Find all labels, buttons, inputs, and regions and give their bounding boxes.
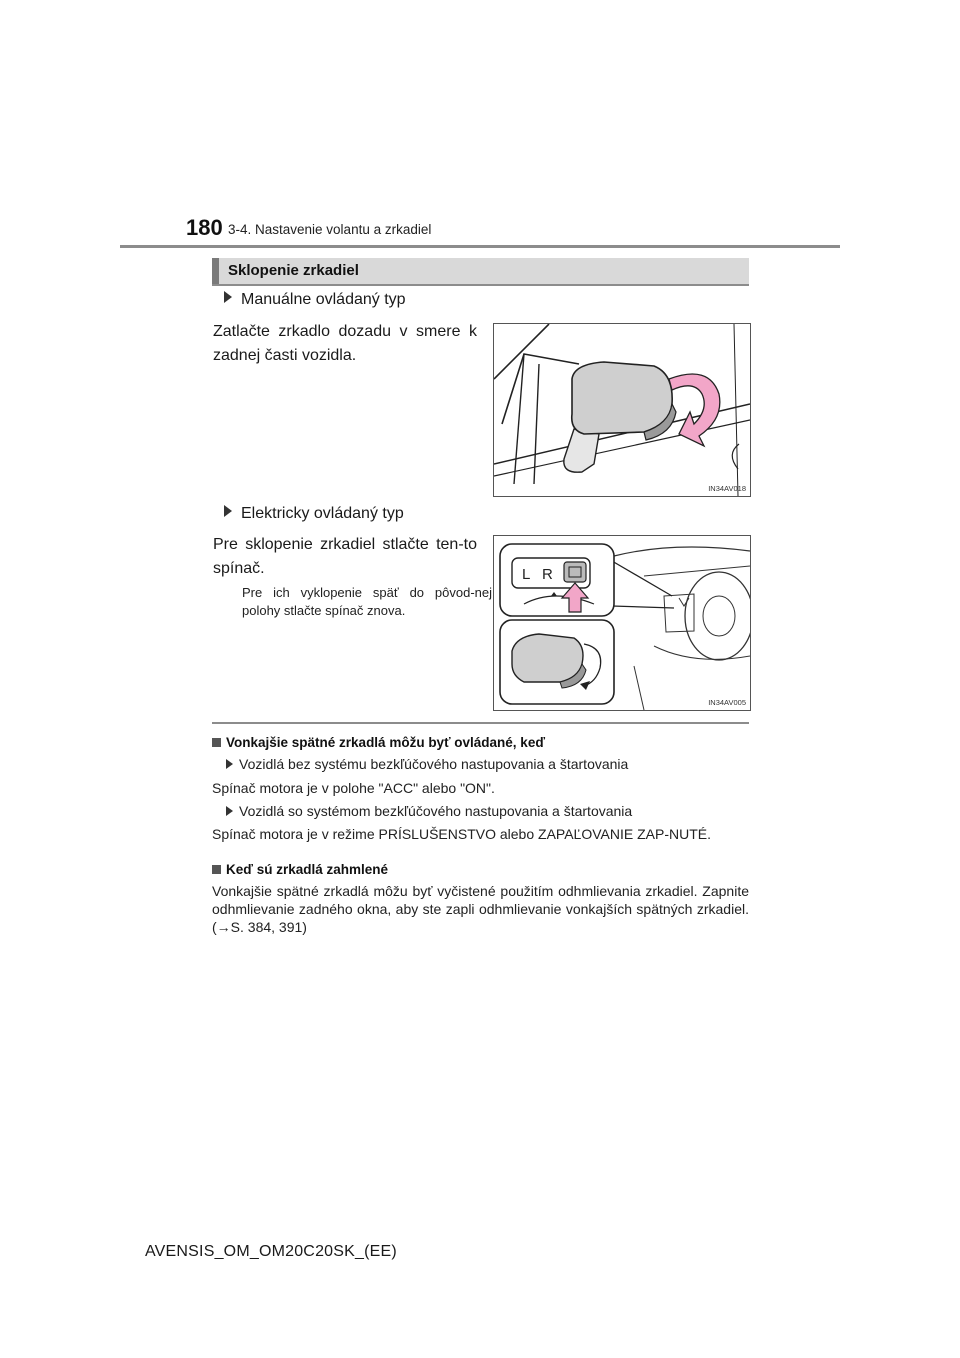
triangle-bullet-icon (226, 759, 233, 769)
without-system-label: Vozidlá bez systému bezkľúčového nastupovania a štartovania (239, 756, 629, 772)
figure-code: IN34AV018 (708, 484, 746, 493)
figure-code: IN34AV005 (708, 698, 746, 707)
electric-type-subheading (224, 505, 404, 523)
without-system-item (226, 755, 628, 773)
fog-heading (212, 862, 388, 877)
electric-switch-illustration (494, 536, 750, 710)
notes-divider (212, 722, 749, 724)
figure-electric-switch (493, 535, 751, 711)
switch-left-label: L (522, 566, 531, 583)
figure-manual-mirror (493, 323, 751, 497)
operate-heading (212, 735, 545, 750)
triangle-bullet-icon (226, 806, 233, 816)
footer-code: AVENSIS_OM_OM20C20SK_(EE) (145, 1243, 397, 1260)
electric-type-label: Elektricky ovládaný typ (241, 505, 404, 522)
manual-instruction: Zatlačte zrkadlo dozadu v smere k zadnej časti vozidla. (213, 323, 477, 364)
chapter-title: 3-4. Nastavenie volantu a zrkadiel (228, 222, 432, 237)
electric-note: Pre ich vyklopenie späť do pôvod-nej polohy stlačte spínač znova. (242, 585, 492, 618)
section-title: Sklopenie zrkadiel (228, 262, 359, 279)
triangle-bullet-icon (224, 505, 232, 517)
square-bullet-icon (212, 865, 221, 874)
fog-heading-text: Keď sú zrkadlá zahmlené (226, 862, 389, 877)
header-rule (120, 245, 840, 248)
section-accent (212, 258, 219, 284)
operate-heading-text: Vonkajšie spätné zrkadlá môžu byť ovládané, keď (226, 735, 546, 750)
square-bullet-icon (212, 738, 221, 747)
page-number: 180 (186, 215, 223, 240)
manual-type-subheading (224, 291, 406, 309)
triangle-bullet-icon (224, 291, 232, 303)
switch-right-label: R (542, 566, 553, 583)
manual-type-label: Manuálne ovládaný typ (241, 291, 406, 308)
without-system-text: Spínač motora je v polohe "ACC" alebo "ON". (212, 780, 495, 796)
electric-instruction: Pre sklopenie zrkadiel stlačte ten-to spínač. (213, 536, 477, 577)
with-system-label: Vozidlá so systémom bezkľúčového nastupovania a štartovania (239, 803, 633, 819)
manual-mirror-illustration (494, 324, 750, 496)
fog-text: Vonkajšie spätné zrkadlá môžu byť vyčistené použitím odhmlievania zrkadiel. Zapnite odhmlievanie zadného okna, aby ste zapli odhmlievanie vonkajších spätných zrkadiel. (→S. 384, 391) (212, 883, 749, 935)
section-heading-bar (212, 258, 749, 286)
with-system-item (226, 802, 632, 820)
with-system-text: Spínač motora je v režime PRÍSLUŠENSTVO alebo ZAPAĽOVANIE ZAP-NUTÉ. (212, 826, 711, 842)
